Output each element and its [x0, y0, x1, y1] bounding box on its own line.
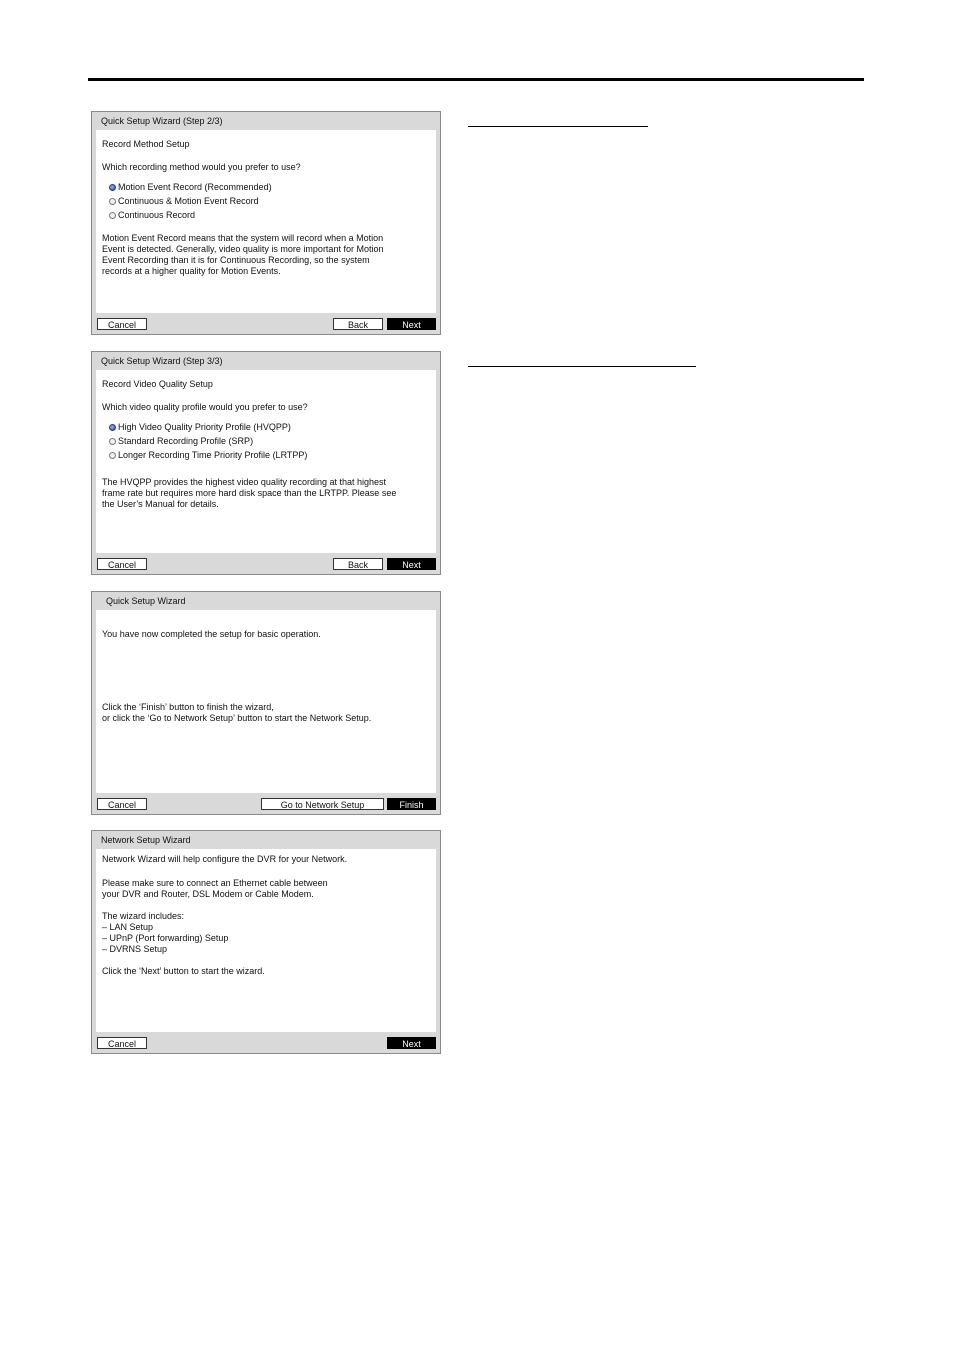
back-button[interactable]: Back	[333, 318, 383, 330]
description-line: the User’s Manual for details.	[102, 499, 219, 509]
description-line: The HVQPP provides the highest video quality recording at that highest	[102, 477, 387, 487]
cancel-button[interactable]: Cancel	[97, 558, 147, 570]
next-button[interactable]: Next	[387, 558, 436, 570]
radio-option-motion-event[interactable]: Motion Event Record (Recommended)	[109, 182, 272, 193]
cancel-button[interactable]: Cancel	[97, 798, 147, 810]
cable-note-line: Please make sure to connect an Ethernet cable between	[102, 878, 328, 888]
radio-option-lrtpp[interactable]: Longer Recording Time Priority Profile (LRTPP)	[109, 450, 307, 461]
includes-heading: The wizard includes:	[102, 911, 185, 921]
heading-underline	[468, 366, 696, 367]
dialog-content	[96, 370, 436, 553]
radio-unselected-icon	[109, 452, 116, 459]
description-line: Event is detected. Generally, video quality is more important for Motion	[102, 244, 384, 254]
record-quality-dialog	[91, 351, 441, 575]
dialog-footer	[92, 313, 440, 334]
record-method-dialog	[91, 111, 441, 335]
radio-option-continuous-motion[interactable]: Continuous & Motion Event Record	[109, 196, 259, 207]
description-line: records at a higher quality for Motion Events.	[102, 266, 281, 276]
radio-unselected-icon	[109, 438, 116, 445]
back-button[interactable]: Back	[333, 558, 383, 570]
cancel-button[interactable]: Cancel	[97, 1037, 147, 1049]
dialog-title: Quick Setup Wizard (Step 2/3)	[101, 116, 223, 126]
page-top-rule	[88, 78, 864, 81]
dialog-title: Quick Setup Wizard	[106, 596, 186, 606]
instruction-line: or click the ‘Go to Network Setup’ button to start the Network Setup.	[102, 713, 372, 723]
completion-message: You have now completed the setup for basic operation.	[102, 629, 321, 639]
dialog-content	[96, 849, 436, 1032]
radio-unselected-icon	[109, 212, 116, 219]
includes-item: – DVRNS Setup	[102, 944, 168, 954]
dialog-title: Network Setup Wizard	[101, 835, 191, 845]
description-line: Motion Event Record means that the system will record when a Motion	[102, 233, 384, 243]
section-heading: Record Video Quality Setup	[102, 379, 213, 389]
dialog-footer	[92, 793, 440, 814]
includes-item: – LAN Setup	[102, 922, 154, 932]
includes-item: – UPnP (Port forwarding) Setup	[102, 933, 229, 943]
radio-selected-icon	[109, 424, 116, 431]
radio-selected-icon	[109, 184, 116, 191]
start-note: Click the ‘Next’ button to start the wizard.	[102, 966, 265, 976]
section-heading: Record Method Setup	[102, 139, 190, 149]
dialog-footer	[92, 1032, 440, 1053]
description-line: frame rate but requires more hard disk space than the LRTPP. Please see	[102, 488, 397, 498]
instruction-line: Click the ‘Finish’ button to finish the wizard,	[102, 702, 274, 712]
finish-button[interactable]: Finish	[387, 798, 436, 810]
heading-underline	[468, 126, 648, 127]
intro-text: Network Wizard will help configure the DVR for your Network.	[102, 854, 348, 864]
radio-option-hvqpp[interactable]: High Video Quality Priority Profile (HVQPP)	[109, 422, 291, 433]
description-line: Event Recording than it is for Continuous Recording, so the system	[102, 255, 370, 265]
next-button[interactable]: Next	[387, 318, 436, 330]
cable-note-line: your DVR and Router, DSL Modem or Cable Modem.	[102, 889, 314, 899]
dialog-content	[96, 610, 436, 793]
dialog-title: Quick Setup Wizard (Step 3/3)	[101, 356, 223, 366]
quick-setup-finish-dialog	[91, 591, 441, 815]
cancel-button[interactable]: Cancel	[97, 318, 147, 330]
radio-unselected-icon	[109, 198, 116, 205]
dialog-footer	[92, 553, 440, 574]
question-text: Which recording method would you prefer to use?	[102, 162, 301, 172]
go-to-network-setup-button[interactable]: Go to Network Setup	[261, 798, 384, 810]
radio-option-srp[interactable]: Standard Recording Profile (SRP)	[109, 436, 253, 447]
radio-option-continuous[interactable]: Continuous Record	[109, 210, 195, 221]
network-setup-dialog	[91, 830, 441, 1054]
next-button[interactable]: Next	[387, 1037, 436, 1049]
question-text: Which video quality profile would you prefer to use?	[102, 402, 308, 412]
dialog-content	[96, 130, 436, 313]
